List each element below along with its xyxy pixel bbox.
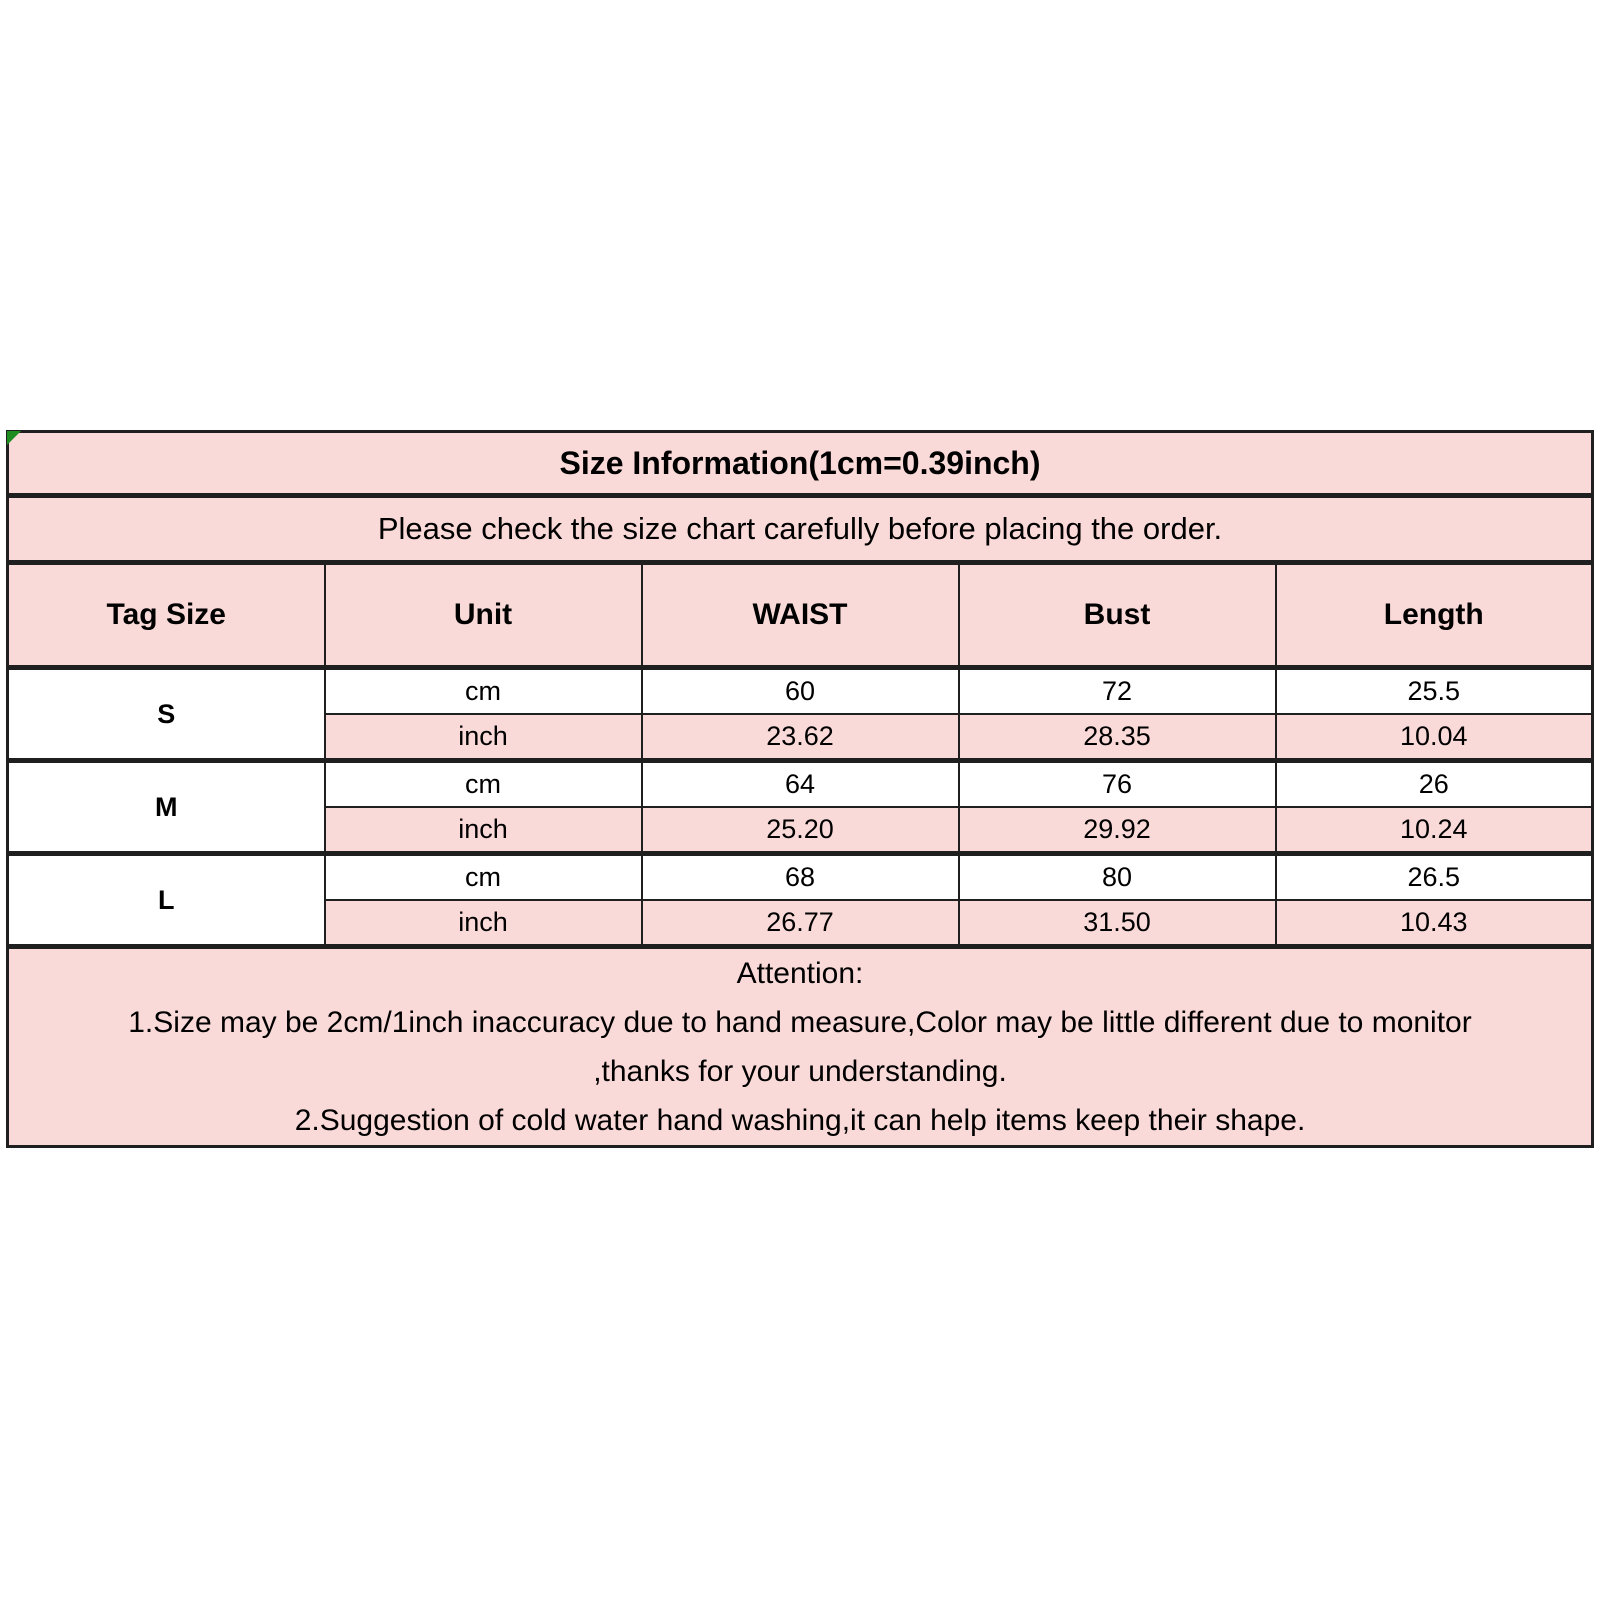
data-cell-s-length-inch: 10.04 (1276, 714, 1593, 761)
attention-block (8, 947, 1593, 1147)
data-cell-l-bust-cm: 80 (959, 854, 1276, 901)
attention-row (8, 947, 1593, 1147)
header-row (8, 563, 1593, 668)
table-row-s-cm (8, 668, 1593, 715)
attention-line-1: 1.Size may be 2cm/1inch inaccuracy due to hand measure,Color may be little different due to monitor (128, 1006, 1472, 1039)
data-cell-l-waist-cm: 68 (642, 854, 959, 901)
data-cell-s-waist-inch: 23.62 (642, 714, 959, 761)
table-row-l-cm (8, 854, 1593, 901)
data-cell-l-length-cm: 26.5 (1276, 854, 1593, 901)
data-cell-m-length-inch: 10.24 (1276, 807, 1593, 854)
data-cell-s-bust-cm: 72 (959, 668, 1276, 715)
tag-size-l: L (8, 854, 325, 947)
attention-line-1-cont: ,thanks for your understanding. (593, 1055, 1007, 1088)
data-cell-s-bust-inch: 28.35 (959, 714, 1276, 761)
size-information-table (6, 430, 1594, 1148)
column-header-bust: Bust (959, 563, 1276, 668)
data-cell-l-waist-inch: 26.77 (642, 900, 959, 947)
tag-size-s: S (8, 668, 325, 761)
data-cell-m-waist-inch: 25.20 (642, 807, 959, 854)
table-subtitle: Please check the size chart carefully before placing the order. (8, 496, 1593, 563)
unit-label-inch: inch (325, 714, 642, 761)
data-cell-m-bust-inch: 29.92 (959, 807, 1276, 854)
tag-size-m: M (8, 761, 325, 854)
size-chart (6, 430, 1594, 1148)
unit-label-inch: inch (325, 807, 642, 854)
data-cell-m-waist-cm: 64 (642, 761, 959, 808)
column-header-unit: Unit (325, 563, 642, 668)
attention-heading: Attention: (736, 957, 864, 990)
column-header-length: Length (1276, 563, 1593, 668)
column-header-waist: WAIST (642, 563, 959, 668)
subtitle-row (8, 496, 1593, 563)
table-title: Size Information(1cm=0.39inch) (8, 432, 1593, 496)
data-cell-s-waist-cm: 60 (642, 668, 959, 715)
attention-line-2: 2.Suggestion of cold water hand washing,it can help items keep their shape. (294, 1104, 1306, 1137)
title-row (8, 432, 1593, 496)
unit-label-inch: inch (325, 900, 642, 947)
unit-label-cm: cm (325, 761, 642, 808)
data-cell-l-bust-inch: 31.50 (959, 900, 1276, 947)
data-cell-s-length-cm: 25.5 (1276, 668, 1593, 715)
data-cell-m-bust-cm: 76 (959, 761, 1276, 808)
data-cell-m-length-cm: 26 (1276, 761, 1593, 808)
table-row-m-cm (8, 761, 1593, 808)
column-header-tag-size: Tag Size (8, 563, 325, 668)
green-corner-marker-icon (7, 431, 21, 445)
unit-label-cm: cm (325, 854, 642, 901)
data-cell-l-length-inch: 10.43 (1276, 900, 1593, 947)
unit-label-cm: cm (325, 668, 642, 715)
